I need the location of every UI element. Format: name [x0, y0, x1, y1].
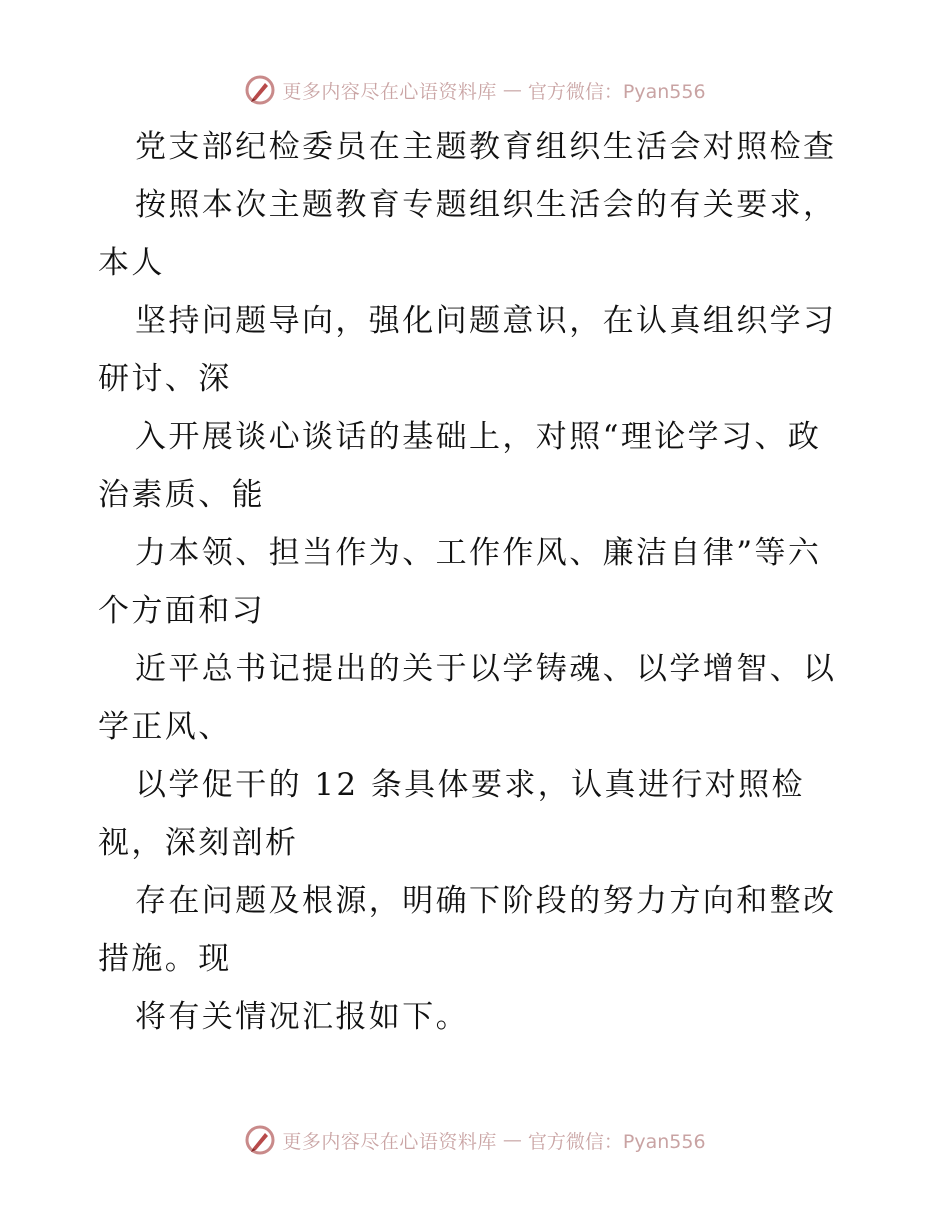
- document-title: 党支部纪检委员在主题教育组织生活会对照检查: [135, 129, 837, 165]
- paragraph-line: 治素质、能: [98, 477, 265, 513]
- paragraph-line: 学正风、: [98, 709, 232, 745]
- paragraph-line: 研讨、深: [98, 361, 232, 397]
- watermark-wechat: 官方微信：Pyan556: [527, 80, 706, 103]
- header-watermark: [0, 70, 950, 110]
- paragraph-line: 将有关情况汇报如下。: [135, 999, 469, 1035]
- watermark-separator: —: [502, 1129, 522, 1151]
- paragraph-line: 措施。现: [98, 941, 232, 977]
- watermark-separator: —: [502, 79, 522, 101]
- document-body: [98, 118, 858, 1046]
- paragraph-line: 以学促干的 12 条具体要求，认真进行对照检: [135, 767, 805, 803]
- pen-nib-logo-icon: [244, 1124, 276, 1156]
- paragraph-line: 视，深刻剖析: [98, 825, 299, 861]
- paragraph-line: 入开展谈心谈话的基础上，对照“理论学习、政: [135, 419, 822, 455]
- watermark-wechat: 官方微信：Pyan556: [527, 1130, 706, 1153]
- paragraph-line: 力本领、担当作为、工作作风、廉洁自律”等六: [135, 535, 822, 571]
- watermark-text: 更多内容尽在心语资料库: [282, 80, 497, 103]
- paragraph-line: 坚持问题导向，强化问题意识，在认真组织学习: [135, 303, 837, 339]
- paragraph-line: 存在问题及根源，明确下阶段的努力方向和整改: [135, 883, 837, 919]
- footer-watermark: [0, 1120, 950, 1160]
- pen-nib-logo-icon: [244, 74, 276, 106]
- watermark-text: 更多内容尽在心语资料库: [282, 1130, 497, 1153]
- paragraph-line: 按照本次主题教育专题组织生活会的有关要求，: [135, 187, 837, 223]
- paragraph-line: 近平总书记提出的关于以学铸魂、以学增智、以: [135, 651, 837, 687]
- paragraph-line: 个方面和习: [98, 593, 265, 629]
- paragraph-line: 本人: [98, 245, 165, 281]
